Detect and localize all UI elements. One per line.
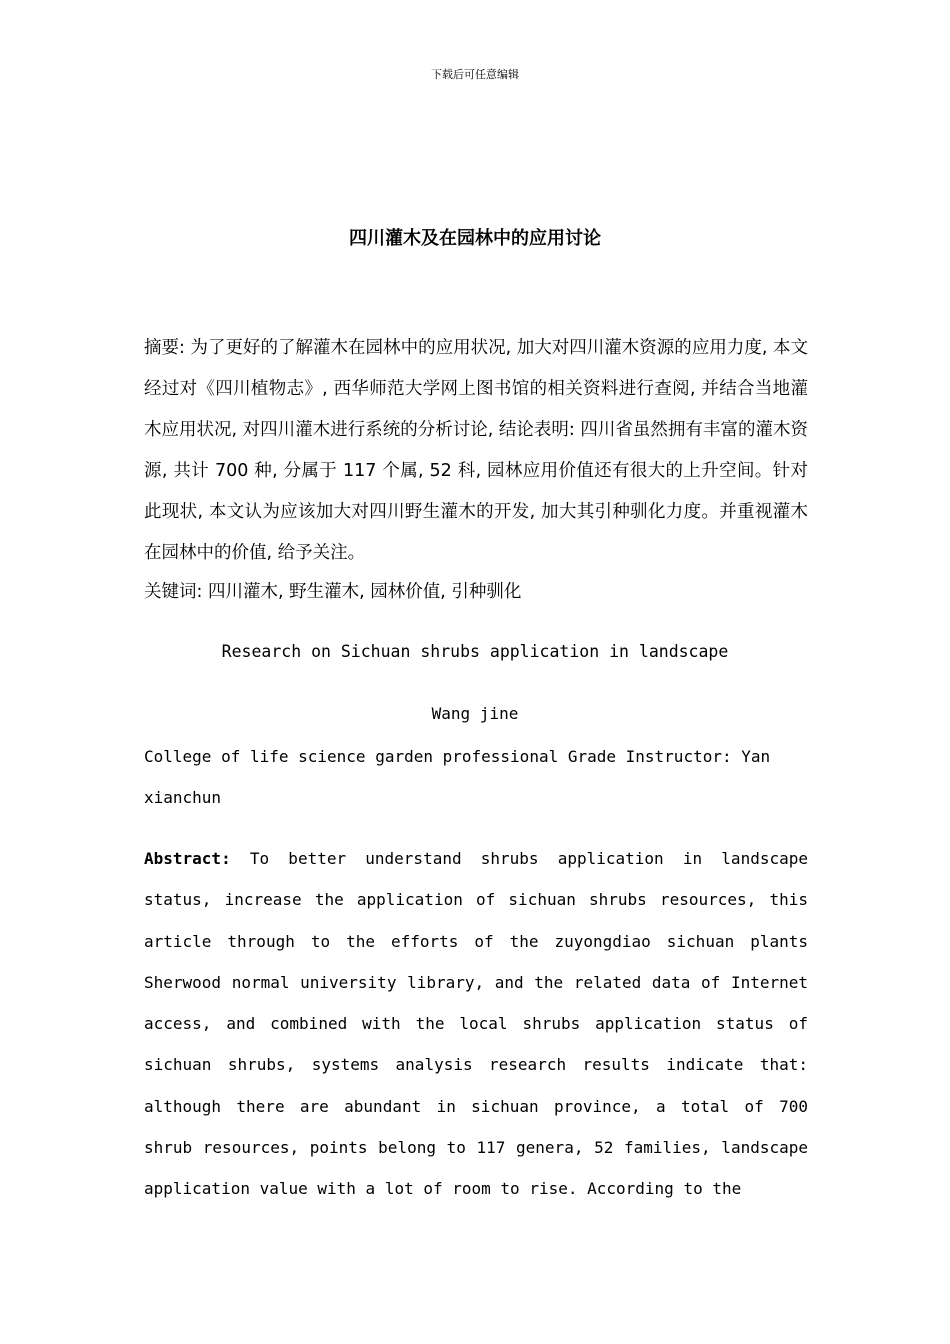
chinese-abstract: 摘要: 为了更好的了解灌木在园林中的应用状况, 加大对四川灌木资源的应用力度, 本文经过对《四川植物志》, 西华师范大学网上图书馆的相关资料进行查阅, 并结合当地灌木应用状况, 对四川灌木进行系统的分析讨论, 结论表明: 四川省虽然拥有丰富的灌木资源, 共计 700 种, 分属于 117 个属, 52 科, 园林应用价值还有很大的上升空间。针对此现状, 本文认为应该加大对四川野生灌木的开发, 加大其引种驯化力度。并重视灌木在园林中的价值, 给予关注。 — [144, 338, 808, 563]
chinese-keywords: 关键词: 四川灌木, 野生灌木, 园林价值, 引种驯化 — [144, 582, 522, 602]
english-abstract — [144, 838, 808, 1210]
page-title: 四川灌木及在园林中的应用讨论 — [349, 228, 601, 249]
english-abstract-text: To better understand shrubs application in landscape status, increase the application of sichuan shrubs resources, this article through to the efforts of the zuyongdiao sichuan plants Sherwood normal university library, and the related data of Internet access, and combined with the local shrubs application status of sichuan shrubs, systems analysis research results indicate that: although there are abundant in sichuan province, a total of 700 shrub resources, points belong to 117 genera, 52 families, landscape application value with a lot of room to rise. According to the — [144, 849, 808, 1199]
english-abstract-label: Abstract: — [144, 849, 231, 868]
author-name: Wang jine — [431, 704, 519, 723]
english-title: Research on Sichuan shrubs application in landscape — [221, 642, 729, 661]
author-affiliation: College of life science garden professional Grade Instructor: Yan xianchun — [144, 747, 771, 807]
header-note: 下载后可任意编辑 — [431, 68, 519, 81]
